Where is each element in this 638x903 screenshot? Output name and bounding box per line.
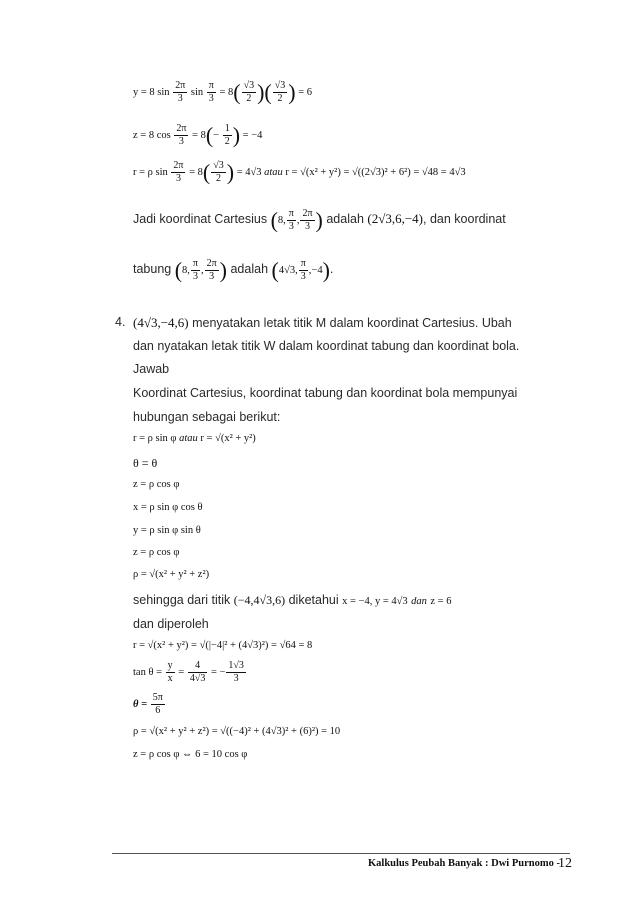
jawab-label: Jawab [133,362,170,376]
fraction: $\frac{√3}{2}$ [213,160,224,184]
eq-text: y = 8 sin [133,86,170,98]
relation-x: x = ρ sin φ cos θ [133,502,203,513]
result-theta: θ = $\frac{5\pi}{6}$ [133,692,163,716]
given-line [133,593,451,608]
fraction: $\frac{2\pi}{3}$ [175,80,186,104]
point-cartesian: (2√3,6,−4) [367,210,424,226]
given-values: x = −4, y = 4√3 [342,596,408,607]
fraction: $\frac{\pi}{3}$ [208,80,214,104]
eq-text: = 8 [192,129,206,141]
relation-y: y = ρ sin φ sin θ [133,525,201,536]
text: adalah [326,211,364,226]
text: Jadi koordinat Cartesius [133,211,268,226]
footer-divider [112,853,570,854]
given-values: z = 6 [430,596,452,607]
eq-text: = −4 [242,129,263,141]
relation-r: r = ρ sin φ atau r = √(x² + y²) [133,433,256,444]
result-r: r = √(x² + y²) = √(|−4|² + (4√3)²) = √64 = 8 [133,640,313,651]
footer-text: Kalkulus Peubah Banyak : Dwi Purnomo - [368,858,560,869]
conclusion-line-1 [133,208,506,233]
eq-text: sin [190,86,204,98]
point-spherical: (8, $\frac{\pi}{3}$ , $\frac{2\pi}{3}$ ) [270,207,323,233]
item4-line-2: dan nyatakan letak titik W dalam koordinat tabung dan koordinat bola. [133,339,520,353]
point-w: (−4,4√3,6) [233,593,286,607]
text: adalah [230,261,269,276]
conclusion-line-2 [133,258,333,283]
relation-z2: z = ρ cos φ [133,547,180,558]
relation-rho: ρ = √(x² + y² + z²) [133,569,210,580]
eq-text: = 8 [219,86,234,98]
equation-z: z = 8 cos $\frac{2\pi}{3}$ = 8(− $\frac{1}{2}$ ) = −4 [133,122,263,148]
obtained-label: dan diperoleh [133,617,209,631]
result-z: z = ρ cos φ ⇔ 6 = 10 cos φ [133,749,248,760]
relation-z: z = ρ cos φ [133,479,180,490]
fraction: $\frac{2\pi}{3}$ [173,160,184,184]
point-cylindrical: (4√3, $\frac{\pi}{3}$ ,−4) [271,257,330,283]
eq-text: atau [264,166,283,178]
equation-r: r = ρ sin $\frac{2\pi}{3}$ = 8( $\frac{√3}{2}$ ) = 4√3 atau r = √(x² + y²) = √((2√3)² + 6²) = √48 = 4√3 [133,159,466,185]
item-number: 4. [115,315,126,329]
eq-text: − [213,129,220,141]
eq-text: r = √(x² + y²) = √((2√3)² + 6²) = √48 = 4√3 [285,166,466,178]
result-rho: ρ = √(x² + y² + z²) = √((−4)² + (4√3)² + (6)²) = 10 [133,726,341,737]
equation-y: y = 8 sin $\frac{2\pi}{3}$ sin $\frac{\pi}{3}$ = 8( $\frac{√3}{2}$ )( $\frac{√3}{2}$ ) = 6 [133,79,312,105]
fraction: $\frac{1}{2}$ [224,123,230,147]
text: . [329,261,334,276]
item4-line-4: hubungan sebagai berikut: [133,410,281,424]
text: sehingga dari titik [133,593,231,607]
result-tan-theta: tan θ = $\frac{y}{x}$ = $\frac{4}{4√3}$ = − $\frac{1√3}{3}$ [133,660,244,684]
eq-text: = 6 [298,86,312,98]
fraction: $\frac{2\pi}{3}$ [176,123,187,147]
eq-text: = 4√3 [236,166,262,178]
text: menyatakan letak titik M dalam koordinat Cartesius. Ubah [192,316,512,330]
page-number: 12 [558,856,572,871]
text: tabung [133,261,172,276]
eq-text: = 8 [189,166,203,178]
fraction: $\frac{√3}{2}$ [243,80,255,104]
eq-text: r = ρ sin [133,166,168,178]
point-spherical: (8, $\frac{\pi}{3}$ , $\frac{2\pi}{3}$ ) [174,257,227,283]
eq-text: z = 8 cos [133,129,171,141]
relation-theta: θ = θ [133,456,158,470]
eq-text: dan [411,596,427,607]
fraction: $\frac{√3}{2}$ [274,80,286,104]
point-m: (4√3,−4,6) [133,315,189,330]
text: diketahui [288,593,339,607]
item4-line-1 [133,315,568,331]
text: , dan koordinat [423,211,506,226]
item4-line-3: Koordinat Cartesius, koordinat tabung dan koordinat bola mempunyai [133,386,518,400]
